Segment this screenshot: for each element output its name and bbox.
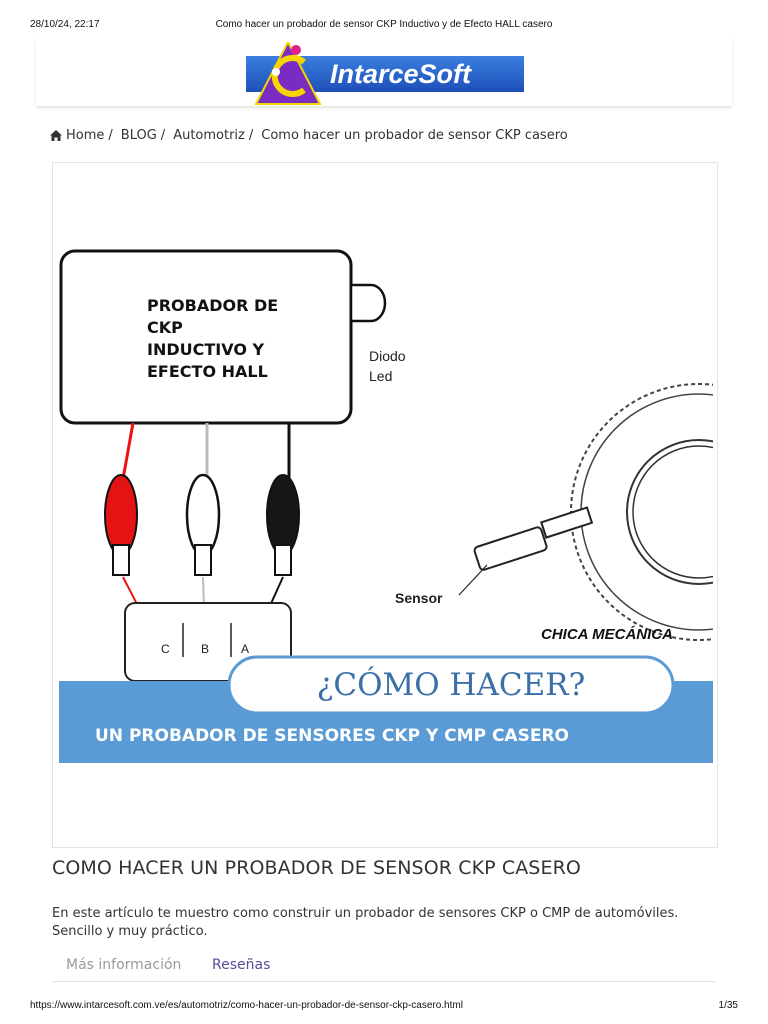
diode-label-line2: Led [369, 368, 393, 384]
home-icon [50, 130, 62, 141]
breadcrumb-separator: / [108, 128, 113, 143]
product-description: En este artículo te muestro como construir un probador de sensores CKP o CMP de automóviles. Sencillo y muy práctico. [52, 906, 679, 939]
gear-illustration [571, 384, 713, 640]
tab-resenas[interactable]: Reseñas [212, 957, 271, 973]
print-document-title: Como hacer un probador de sensor CKP Inductivo y de Efecto HALL casero [215, 19, 553, 30]
product-title: COMO HACER UN PROBADOR DE SENSOR CKP CASERO [52, 857, 581, 879]
connector-label-c: C [161, 642, 170, 656]
watermark-text: CHICA MECÁNICA [541, 626, 673, 643]
product-tabs [52, 954, 716, 982]
print-header [0, 0, 768, 30]
print-page-number: 1/35 [718, 1000, 738, 1011]
print-url: https://www.intarcesoft.com.ve/es/automotriz/como-hacer-un-probador-de-sensor-ckp-casero.html [30, 1000, 463, 1011]
print-datetime: 28/10/24, 22:17 [30, 19, 100, 30]
breadcrumb-separator: / [160, 128, 166, 143]
breadcrumb-blog[interactable]: BLOG [120, 128, 157, 143]
breadcrumb-automotriz[interactable]: Automotriz [173, 128, 245, 143]
box-text-line3: INDUCTIVO Y [147, 340, 265, 359]
tester-box [61, 251, 351, 423]
connector-label-b: B [201, 642, 210, 656]
box-text-line1: PROBADOR DE [147, 296, 279, 315]
sensor-label: Sensor [395, 590, 443, 606]
product-image-frame [52, 162, 718, 848]
banner-headline: ¿CÓMO HACER? [316, 667, 586, 703]
tab-mas-informacion[interactable]: Más información [66, 957, 182, 973]
banner-subtitle: UN PROBADOR DE SENSORES CKP Y CMP CASERO [95, 726, 569, 746]
product-image[interactable] [59, 247, 713, 767]
print-footer [0, 994, 768, 1024]
diode-label-line1: Diodo [369, 348, 406, 364]
site-header [36, 38, 732, 106]
red-clip [105, 475, 137, 575]
led-diode-shape [351, 285, 385, 321]
intarcesoft-logo[interactable] [246, 42, 524, 106]
logo-text: IntarceSoft [330, 59, 472, 89]
svg-text:Diodo Led [369, 348, 409, 384]
breadcrumb [50, 128, 568, 143]
black-clip [267, 475, 299, 575]
breadcrumb-separator: / [248, 128, 254, 143]
box-text-line4: EFECTO HALL [147, 362, 268, 381]
breadcrumb-current: Como hacer un probador de sensor CKP casero [261, 128, 568, 143]
breadcrumb-home[interactable]: Home [66, 128, 105, 143]
ckp-sensor-illustration [459, 508, 592, 595]
white-clip [187, 475, 219, 575]
box-text-line2: CKP [147, 318, 183, 337]
connector-label-a: A [241, 642, 250, 656]
